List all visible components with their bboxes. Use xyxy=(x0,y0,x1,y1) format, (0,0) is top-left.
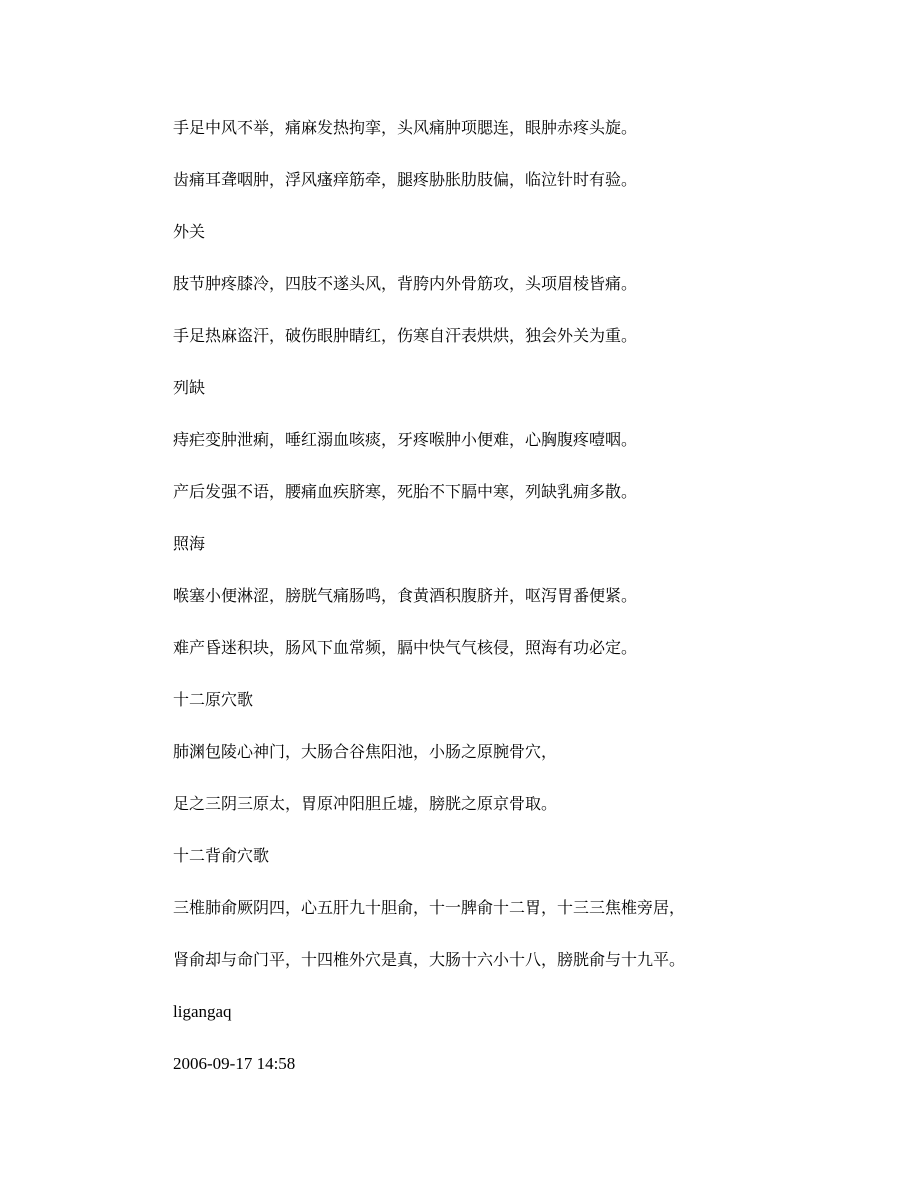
verse-line: 肢节肿疼膝冷，四肢不遂头风，背胯内外骨筋攻，头项眉棱皆痛。 xyxy=(173,274,638,293)
verse-line: 齿痛耳聋咽肿，浮风瘙痒筋牵，腿疼胁胀肋肢偏，临泣针时有验。 xyxy=(173,170,638,189)
verse-line: 喉塞小便淋涩，膀胱气痛肠鸣，食黄酒积腹脐并，呕泻胃番便紧。 xyxy=(173,586,638,605)
section-heading: 外关 xyxy=(173,222,206,241)
document-body xyxy=(173,112,873,1100)
post-timestamp: 2006-09-17 14:58 xyxy=(173,1054,296,1073)
verse-line: 足之三阴三原太，胃原冲阳胆丘墟，膀胱之原京骨取。 xyxy=(173,794,558,813)
author-name: ligangaq xyxy=(173,1002,232,1021)
verse-line: 难产昏迷积块，肠风下血常频，膈中快气气核侵，照海有功必定。 xyxy=(173,638,638,657)
verse-line: 肺渊包陵心神门，大肠合谷焦阳池，小肠之原腕骨穴， xyxy=(173,742,558,761)
verse-line: 三椎肺俞厥阴四，心五肝九十胆俞，十一脾俞十二胃，十三三焦椎旁居， xyxy=(173,898,686,917)
section-heading: 十二原穴歌 xyxy=(173,690,254,709)
verse-line: 产后发强不语，腰痛血疾脐寒，死胎不下膈中寒，列缺乳痈多散。 xyxy=(173,482,638,501)
section-heading: 照海 xyxy=(173,534,206,553)
verse-line: 肾俞却与命门平，十四椎外穴是真，大肠十六小十八，膀胱俞与十九平。 xyxy=(173,950,686,969)
section-heading: 十二背俞穴歌 xyxy=(173,846,270,865)
verse-line: 手足中风不举，痛麻发热拘挛，头风痛肿项腮连，眼肿赤疼头旋。 xyxy=(173,118,638,137)
verse-line: 手足热麻盗汗，破伤眼肿睛红，伤寒自汗表烘烘，独会外关为重。 xyxy=(173,326,638,345)
section-heading: 列缺 xyxy=(173,378,206,397)
verse-line: 痔疟变肿泄痢，唾红溺血咳痰，牙疼喉肿小便难，心胸腹疼噎咽。 xyxy=(173,430,638,449)
